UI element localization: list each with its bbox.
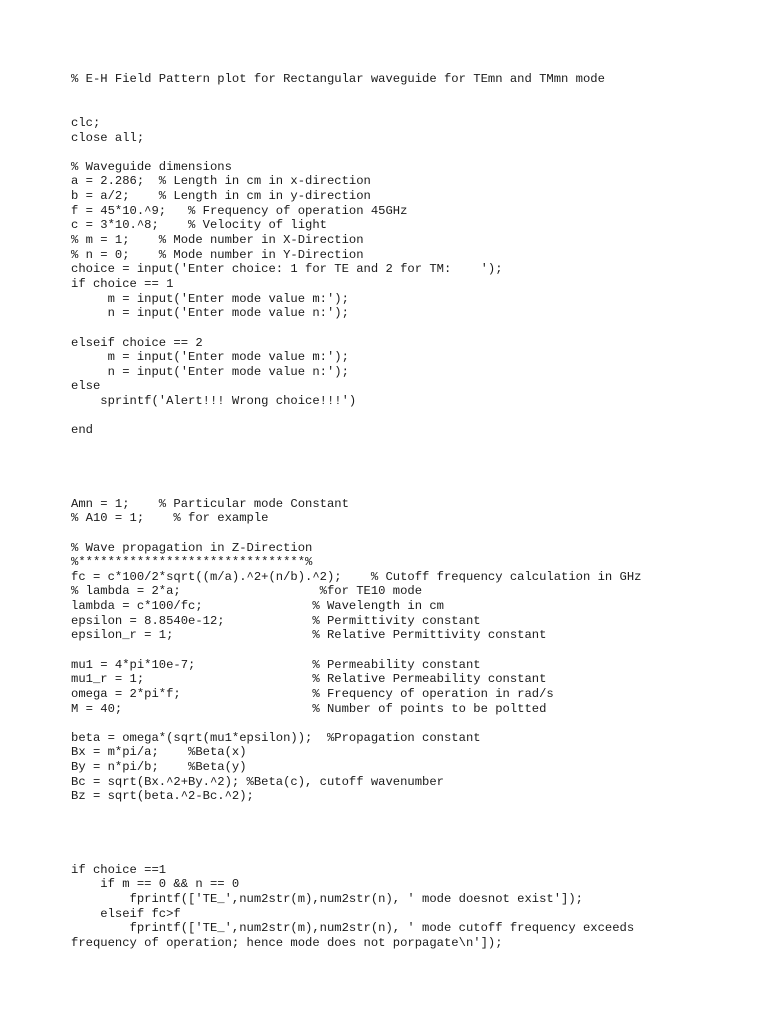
code-line: if choice == 1 [71,276,174,291]
code-line: % n = 0; % Mode number in Y-Direction [71,247,364,262]
code-line: if m == 0 && n == 0 [71,877,240,892]
code-line [71,716,641,731]
code-line [71,804,641,819]
code-line: n = input('Enter mode value n:'); [71,306,349,321]
code-line: fc = c*100/2*sqrt((m/a).^2+(n/b).^2); % Cutoff frequency calculation in GHz [71,569,642,584]
code-line: mu1 = 4*pi*10e-7; % Permeability constant [71,657,481,672]
code-line [71,145,641,160]
code-line: % m = 1; % Mode number in X-Direction [71,233,364,248]
code-line [71,409,641,424]
code-line: elseif fc>f [71,906,181,921]
code-line: frequency of operation; hence mode does not porpagate\n']); [71,935,503,950]
code-line: % A10 = 1; % for example [71,511,269,526]
code-line [71,453,641,468]
code-line: b = a/2; % Length in cm in y-direction [71,189,371,204]
code-line [71,819,641,834]
code-line: Bx = m*pi/a; %Beta(x) [71,745,247,760]
code-line: if choice ==1 [71,862,167,877]
code-line: c = 3*10.^8; % Velocity of light [71,218,327,233]
code-line [71,101,641,116]
code-line: mu1_r = 1; % Relative Permeability constant [71,672,547,687]
code-listing [71,72,641,950]
code-line [71,321,641,336]
code-line: close all; [71,130,145,145]
code-line: omega = 2*pi*f; % Frequency of operation in rad/s [71,686,554,701]
code-line: epsilon_r = 1; % Relative Permittivity constant [71,628,547,643]
code-line: elseif choice == 2 [71,335,203,350]
code-line: fprintf(['TE_',num2str(m),num2str(n), ' mode doesnot exist']); [71,891,583,906]
code-line: fprintf(['TE_',num2str(m),num2str(n), ' mode cutoff frequency exceeds [71,921,635,936]
code-line [71,526,641,541]
code-line [71,833,641,848]
code-line: % Waveguide dimensions [71,159,232,174]
code-line: % Wave propagation in Z-Direction [71,540,313,555]
code-line [71,438,641,453]
code-line: % E-H Field Pattern plot for Rectangular waveguide for TEmn and TMmn mode [71,72,605,86]
code-line: end [71,423,93,438]
code-line: n = input('Enter mode value n:'); [71,364,349,379]
code-line: M = 40; % Number of points to be poltted [71,701,547,716]
code-line: choice = input('Enter choice: 1 for TE and 2 for TM: '); [71,262,503,277]
code-line: else [71,379,101,394]
code-line: clc; [71,115,101,130]
code-line: %*******************************% [71,555,313,570]
code-line: sprintf('Alert!!! Wrong choice!!!') [71,394,357,409]
code-line: epsilon = 8.8540e-12; % Permittivity constant [71,613,481,628]
code-line [71,467,641,482]
code-line: m = input('Enter mode value m:'); [71,291,349,306]
code-line: m = input('Enter mode value m:'); [71,350,349,365]
code-line: f = 45*10.^9; % Frequency of operation 45GHz [71,203,408,218]
code-line [71,482,641,497]
code-line [71,87,641,102]
code-line: Bz = sqrt(beta.^2-Bc.^2); [71,789,254,804]
code-line: lambda = c*100/fc; % Wavelength in cm [71,599,444,614]
code-line: % lambda = 2*a; %for TE10 mode [71,584,423,599]
code-line: Bc = sqrt(Bx.^2+By.^2); %Beta(c), cutoff wavenumber [71,774,444,789]
code-line: Amn = 1; % Particular mode Constant [71,496,349,511]
code-line: By = n*pi/b; %Beta(y) [71,760,247,775]
code-line [71,848,641,863]
code-line [71,643,641,658]
code-line: a = 2.286; % Length in cm in x-direction [71,174,371,189]
code-line: beta = omega*(sqrt(mu1*epsilon)); %Propagation constant [71,730,481,745]
